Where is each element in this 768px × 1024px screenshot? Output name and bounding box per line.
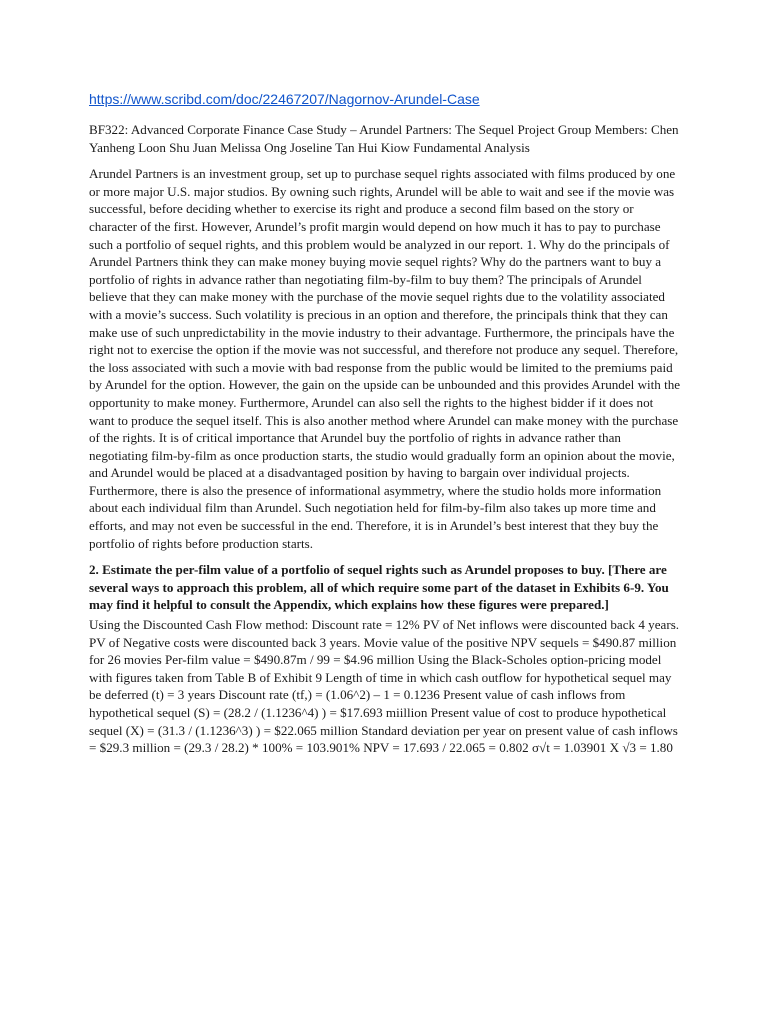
- document-header: BF322: Advanced Corporate Finance Case Study – Arundel Partners: The Sequel Project Group Members: Chen Yanheng Loon Shu Juan Melissa Ong Joseline Tan Hui Kiow Fundamental Analysis: [89, 122, 679, 155]
- document-page: [89, 89, 681, 757]
- paragraph-fundamental-analysis: Arundel Partners is an investment group, set up to purchase sequel rights associated with films produced by one or more major U.S. major studios. By owning such rights, Arundel will be able to wait and see if the movie was successful, before deciding whether to exercise its right and produce a second film based on the story or character of the first. However, Arundel’s profit margin would depend on how much it has to pay to purchase such a portfolio of sequel rights, and this problem would be analyzed in our report. 1. Why do the principals of Arundel Partners think they can make money buying movie sequel rights? Why do the partners want to buy a portfolio of rights in advance rather than negotiating film-by-film to buy them? The principals of Arundel believe that they can make money with the purchase of the movie sequel rights due to the volatility associated with a movie’s success. Such volatility is precious in an option and therefore, the principals think that they can make use of such unpredictability in the movie industry to their advantage. Furthermore, the principals have the right not to exercise the option if the movie was not successful, and therefore not produce any sequel. Therefore, the loss associated with such a movie with bad response from the public would be limited to the premiums paid by Arundel for the option. However, the gain on the upside can be unbounded and this provides Arundel with the opportunity to make money. Furthermore, Arundel can also sell the rights to the highest bidder if it does not want to produce the sequel itself. This is also another method where Arundel can make money with the purchase of the rights. It is of critical importance that Arundel buy the portfolio of rights in advance rather than negotiating film-by-film as once production starts, the studio would gradually form an opinion about the movie, and Arundel would be placed at a disadvantaged position by having to bargain over individual projects. Furthermore, there is also the presence of informational asymmetry, where the studio holds more information about each individual film than Arundel. Such negotiation held for film-by-film also takes up more time and efforts, and may not even be successful in the end. Therefore, it is in Arundel’s best interest that they buy the portfolio of rights before production starts.: [89, 166, 681, 551]
- answer-2-text: Using the Discounted Cash Flow method: Discount rate = 12% PV of Net inflows were discounted back 4 years. PV of Negative costs were discounted back 3 years. Movie value of the positive NPV sequels = $490.87 million for 26 movies Per-film value = $490.87m / 99 = $4.96 million Using the Black-Scholes option-pricing model with figures taken from Table B of Exhibit 9 Length of time in which cash outflow for hypothetical sequel may be deferred (t) = 3 years Discount rate (tf,) = (1.06^2) – 1 = 0.1236 Present value of cash inflows from hypothetical sequel (S) = (28.2 / (1.1236^4) ) = $17.693 miillion Present value of cost to produce hypothetical sequel (X) = (31.3 / (1.1236^3) ) = $22.065 million Standard deviation per year on present value of cash inflows = $29.3 million = (29.3 / 28.2) * 100% = 103.901% NPV = 17.693 / 22.065 = 0.802 σ√t = 1.03901 X √3 = 1.80: [89, 617, 680, 756]
- source-link[interactable]: https://www.scribd.com/doc/22467207/Nagornov-Arundel-Case: [89, 91, 480, 107]
- question-2-heading: 2. Estimate the per-film value of a portfolio of sequel rights such as Arundel proposes to buy. [There are several ways to approach this problem, all of which require some part of the dataset in Exhibits 6-9. You may find it helpful to consult the Appendix, which explains how these figures were prepared.]: [89, 562, 669, 613]
